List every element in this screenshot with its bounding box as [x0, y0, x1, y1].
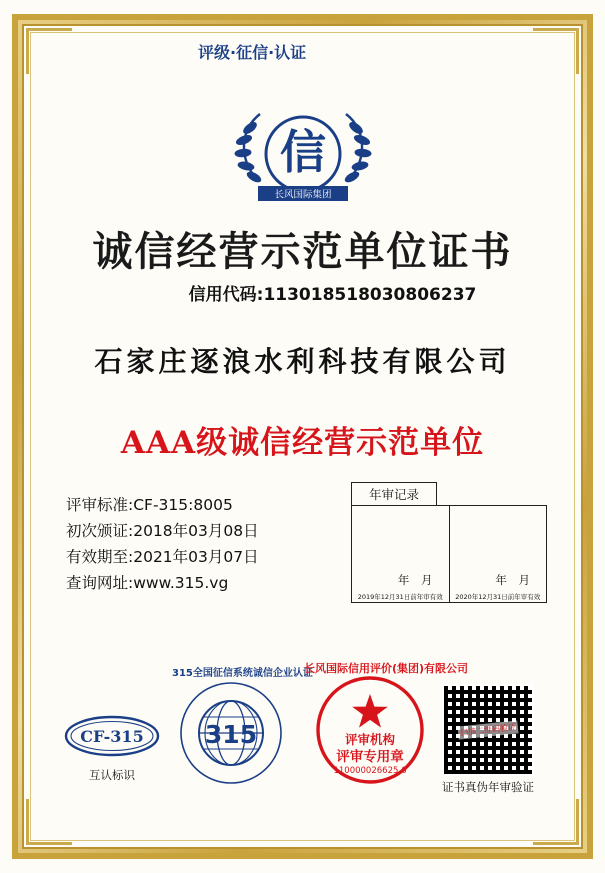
certificate-content — [38, 42, 567, 831]
annual-review-cell — [352, 506, 449, 602]
annual-review-year-month: 年 月 — [397, 573, 437, 587]
detail-query-website: 查询网址:www.315.vg — [66, 574, 229, 592]
badge-red-stamp — [304, 662, 469, 793]
emblem-icon — [197, 43, 408, 208]
company-name: 石家庄逐浪水利科技有限公司 — [94, 345, 511, 378]
award-grade-line: AAA级诚信经营示范单位 — [120, 425, 485, 461]
stamp-line2: 评审专用章 — [336, 749, 404, 765]
annual-review-table — [351, 482, 547, 603]
cf315-text: CF-315 — [80, 727, 144, 746]
badge-qr-code[interactable] — [425, 684, 551, 795]
certificate-title: 诚信经营示范单位证书 — [92, 229, 513, 275]
annual-review-title: 年审记录 — [351, 482, 437, 505]
red-stamp-icon — [304, 662, 469, 788]
qr-overlay-text: 扫描二维码验证 — [457, 720, 518, 739]
annual-review-note: 2019年12月31日前年审有效 — [357, 593, 443, 601]
stamp-code: 110000026625 6 — [333, 766, 407, 776]
stamp-line1: 评审机构 — [344, 732, 396, 747]
detail-first-issue-date: 初次颁证:2018年03月08日 — [66, 522, 259, 540]
qr-code-icon[interactable] — [442, 684, 534, 776]
globe-seal-icon — [172, 668, 313, 788]
globe-ring-text: 315全国征信系统诚信企业认证 — [172, 668, 313, 679]
globe-center-text: 315 — [204, 720, 258, 749]
annual-review-note: 2020年12月31日前年审有效 — [455, 593, 541, 601]
cf315-icon — [62, 713, 162, 759]
badge-row — [44, 662, 561, 805]
badge-globe-seal — [172, 668, 313, 793]
annual-review-year-month: 年 月 — [495, 573, 534, 587]
badge-cf315 — [62, 713, 162, 783]
qr-caption: 证书真伪年审验证 — [442, 780, 534, 794]
emblem-center-glyph: 信 — [279, 125, 326, 179]
annual-review-grid — [351, 505, 547, 603]
cf315-caption: 互认标识 — [89, 768, 135, 782]
annual-review-cell — [449, 506, 547, 602]
emblem-banner-text: 长风国际集团 — [273, 189, 332, 201]
credit-code-line: 信用代码:113018518030806237 — [188, 285, 477, 305]
detail-review-standard: 评审标准:CF-315:8005 — [66, 496, 233, 514]
emblem — [197, 43, 408, 208]
detail-valid-until: 有效期至:2021年03月07日 — [66, 548, 259, 566]
certificate-details — [66, 492, 259, 596]
emblem-arc-text: 评级·征信·认证 — [197, 43, 306, 62]
stamp-ring-text: 长风国际信用评价(集团)有限公司 — [304, 662, 469, 675]
